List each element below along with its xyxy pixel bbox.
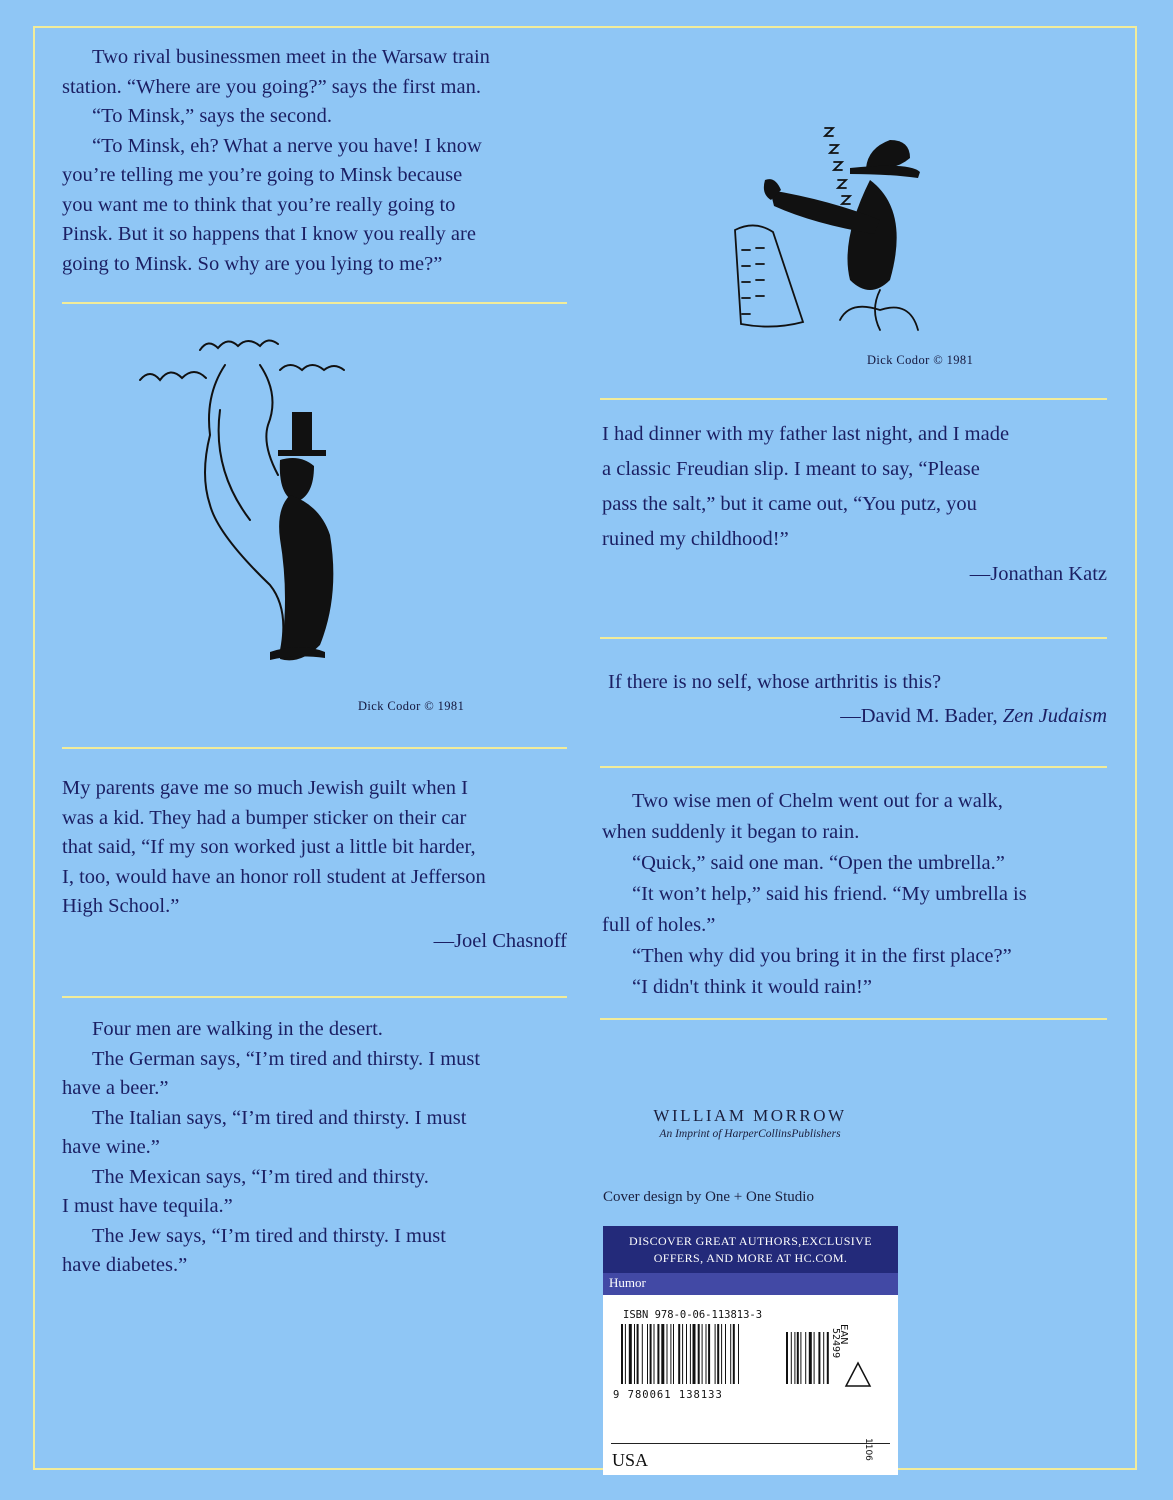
price-code: 52499 bbox=[830, 1328, 841, 1359]
joke-line: “It won’t help,” said his friend. “My umbrella is bbox=[632, 883, 1027, 905]
publisher-block bbox=[600, 1106, 900, 1140]
country-label: USA bbox=[612, 1450, 649, 1470]
triangle-icon bbox=[843, 1360, 873, 1390]
publisher-name: WILLIAM MORROW bbox=[653, 1106, 847, 1125]
illustration-caption-top: Dick Codor © 1981 bbox=[867, 353, 974, 367]
publisher-imprint: An Imprint of HarperCollinsPublishers bbox=[659, 1128, 841, 1140]
joke-chelm bbox=[602, 786, 1107, 1003]
joke-line: The German says, “I’m tired and thirsty. I must bbox=[92, 1047, 481, 1070]
joke-line: “To Minsk, eh? What a nerve you have! I know bbox=[92, 134, 482, 157]
attribution-david-bader bbox=[608, 699, 1107, 733]
joke-line: full of holes.” bbox=[602, 914, 716, 936]
divider-rule bbox=[62, 747, 567, 749]
joke-line: have wine.” bbox=[62, 1136, 160, 1158]
joke-line: Two rival businessmen meet in the Warsaw train bbox=[92, 46, 490, 68]
category-label: Humor bbox=[603, 1273, 898, 1295]
joke-line: Four men are walking in the desert. bbox=[92, 1018, 383, 1040]
promo-line: OFFERS, AND MORE AT HC.COM. bbox=[653, 1251, 848, 1265]
joke-line: The Jew says, “I’m tired and thirsty. I must bbox=[92, 1224, 446, 1247]
cover-design-credit: Cover design by One + One Studio bbox=[603, 1189, 814, 1205]
joke-guilt bbox=[62, 774, 567, 956]
joke-line: High School.” bbox=[62, 895, 180, 917]
promo-banner bbox=[603, 1226, 898, 1273]
sleeping-man-illustration bbox=[730, 120, 950, 340]
joke-minsk bbox=[62, 43, 567, 279]
promo-line: DISCOVER GREAT AUTHORS,EXCLUSIVE bbox=[629, 1234, 872, 1248]
joke-line: going to Minsk. So why are you lying to me?” bbox=[62, 252, 443, 275]
joke-line: Two wise men of Chelm went out for a walk, bbox=[632, 790, 1003, 812]
joke-desert bbox=[62, 1015, 567, 1281]
joke-line: I had dinner with my father last night, and I made bbox=[602, 423, 1010, 445]
joke-line: Pinsk. But it so happens that I know you really are bbox=[62, 223, 476, 245]
attribution-joel-chasnoff: —Joel Chasnoff bbox=[433, 929, 567, 952]
joke-line: “I didn't think it would rain!” bbox=[632, 976, 872, 998]
joke-line: that said, “If my son worked just a little bit harder, bbox=[62, 836, 476, 858]
divider-rule bbox=[62, 996, 567, 998]
attribution-name: —David M. Bader, bbox=[840, 705, 998, 727]
joke-line: have diabetes.” bbox=[62, 1254, 188, 1276]
joke-line: when suddenly it began to rain. bbox=[602, 821, 860, 843]
barcode-icon bbox=[621, 1324, 851, 1388]
illustration-caption-left: Dick Codor © 1981 bbox=[358, 699, 465, 713]
joke-line: I must have tequila.” bbox=[62, 1195, 233, 1217]
joke-self bbox=[608, 665, 1107, 733]
divider-rule bbox=[600, 1018, 1107, 1020]
joke-line: “Quick,” said one man. “Open the umbrella.” bbox=[632, 852, 1005, 874]
attribution-jonathan-katz: —Jonathan Katz bbox=[969, 563, 1107, 585]
joke-line: have a beer.” bbox=[62, 1077, 169, 1099]
divider-rule bbox=[600, 398, 1107, 400]
divider-rule bbox=[600, 637, 1107, 639]
joke-line: I, too, would have an honor roll student at Jefferson bbox=[62, 865, 486, 888]
joke-line: My parents gave me so much Jewish guilt when I bbox=[62, 777, 468, 799]
isbn-text: ISBN 978-0-06-113813-3 bbox=[623, 1309, 763, 1321]
man-leaning-on-tree-illustration bbox=[130, 330, 370, 680]
divider-rule bbox=[600, 766, 1107, 768]
ean-label: EAN bbox=[838, 1324, 849, 1345]
joke-line: station. “Where are you going?” says the first man. bbox=[62, 75, 481, 98]
joke-line: The Mexican says, “I’m tired and thirsty. bbox=[92, 1165, 429, 1188]
joke-line: If there is no self, whose arthritis is this? bbox=[608, 671, 942, 693]
joke-line: you’re telling me you’re going to Minsk because bbox=[62, 164, 463, 186]
joke-line: a classic Freudian slip. I meant to say, “Please bbox=[602, 458, 980, 480]
joke-freudian bbox=[602, 417, 1107, 592]
joke-line: The Italian says, “I’m tired and thirsty. I must bbox=[92, 1106, 467, 1129]
joke-line: ruined my childhood!” bbox=[602, 528, 789, 550]
joke-line: “Then why did you bring it in the first place?” bbox=[632, 945, 1012, 967]
attribution-book-title: Zen Judaism bbox=[1002, 705, 1107, 727]
print-code: 1106 bbox=[863, 1438, 873, 1461]
barcode-box bbox=[603, 1226, 898, 1475]
joke-line: pass the salt,” but it came out, “You putz, you bbox=[602, 493, 977, 515]
joke-line: was a kid. They had a bumper sticker on their car bbox=[62, 806, 467, 829]
barcode-separator bbox=[611, 1443, 890, 1444]
divider-rule bbox=[62, 302, 567, 304]
barcode-digits: 9 780061 138133 bbox=[613, 1389, 723, 1401]
joke-line: you want me to think that you’re really going to bbox=[62, 193, 456, 216]
joke-line: “To Minsk,” says the second. bbox=[92, 105, 332, 127]
